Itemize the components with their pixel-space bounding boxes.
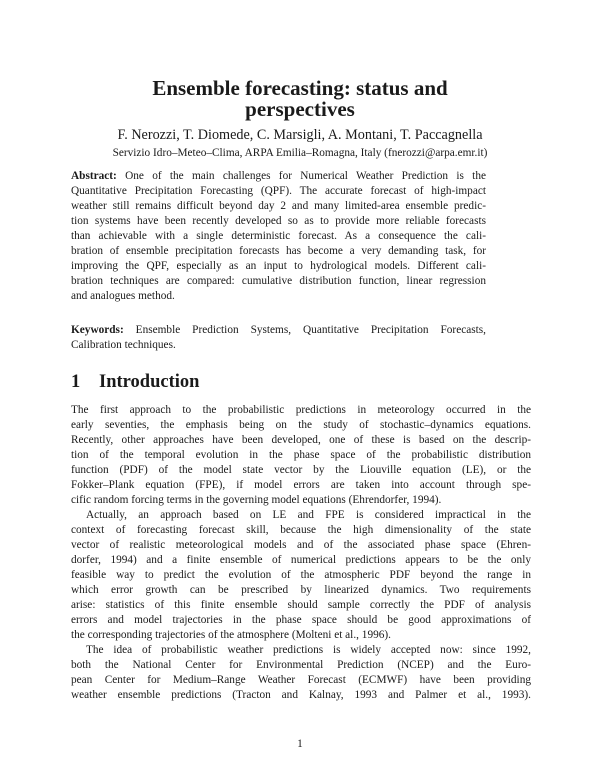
keywords-line: Calibration techniques.: [71, 339, 176, 351]
paragraph-line: dorfer, 1994) and a finite ensemble of numerical predictions appears to be the only: [71, 554, 531, 566]
paragraph-line: feasible way to predict the evolution of the atmospheric PDF beyond the range in: [71, 569, 531, 581]
paragraph-line: Recently, other approaches have been developed, one of these is based on the descrip-: [71, 434, 531, 446]
paragraph-line: arise: statistics of this finite ensemble should sample correctly the PDF of analysis: [71, 599, 531, 611]
abstract-line: Abstract: One of the main challenges for Numerical Weather Prediction is the: [71, 170, 486, 182]
paragraph-line: pean Center for Medium–Range Weather Forecast (ECMWF) have been providing: [71, 674, 531, 686]
paragraph-line: Actually, an approach based on LE and FPE is considered impractical in the: [86, 509, 531, 521]
paragraph-line: The first approach to the probabilistic predictions in meteorology occurred in the: [71, 404, 531, 416]
paragraph-line: early seventies, the emphasis being on the study of stochastic–dynamics equations.: [71, 419, 531, 431]
paper-title-line-2: perspectives: [245, 97, 355, 121]
abstract-label: Abstract:: [71, 170, 117, 182]
section-number: 1: [71, 372, 81, 392]
abstract-line: bration techniques are compared: cumulative distribution function, linear regression: [71, 275, 486, 287]
paragraph-line: function (PDF) of the model state vector by the Liouville equation (LE), or the: [71, 464, 531, 476]
paragraph-line: tion of the temporal evolution in the phase space of the probabilistic distribution: [71, 449, 531, 461]
affiliation: Servizio Idro–Meteo–Clima, ARPA Emilia–Romagna, Italy (fnerozzi@arpa.emr.it): [112, 147, 488, 159]
paragraph-line: Fokker–Plank equation (FPE), if model errors are taken into account through spe-: [71, 479, 531, 491]
abstract-line: Quantitative Precipitation Forecasting (QPF). The accurate forecast of high-impact: [71, 185, 486, 197]
page-number: 1: [297, 738, 303, 750]
abstract-line: and analogues method.: [71, 290, 175, 302]
section-heading: [71, 372, 199, 392]
paper-title-line-1: Ensemble forecasting: status and: [152, 76, 448, 100]
abstract-line: weather still remains difficult beyond day 2 and many limited-area ensemble predic-: [71, 200, 486, 212]
paragraph-line: context of forecasting forecast skill, because the high dimensionality of the state: [71, 524, 531, 536]
paragraph-line: which error growth can be prescribed by linearized dynamics. Two requirements: [71, 584, 531, 596]
paragraph-line: cific random forcing terms in the governing model equations (Ehrendorfer, 1994).: [71, 494, 442, 506]
paragraph-line: errors and model trajectories in the phase space should be good approximations of: [71, 614, 531, 626]
keywords-label: Keywords:: [71, 324, 124, 336]
abstract-line: tion systems have been recently developed so as to provide more reliable forecasts: [71, 215, 486, 227]
section-title: Introduction: [99, 372, 200, 392]
paragraph-line: weather ensemble predictions (Tracton and Kalnay, 1993 and Palmer et al., 1993).: [71, 689, 531, 701]
paragraph-line: The idea of probabilistic weather predictions is widely accepted now: since 1992,: [86, 644, 531, 656]
paragraph-line: both the National Center for Environmental Prediction (NCEP) and the Euro-: [71, 659, 531, 671]
paragraph-line: vector of realistic meteorological models and of the associated phase space (Ehren-: [71, 539, 531, 551]
abstract-line: than achievable with a single deterministic forecast. As a consequence the cali-: [71, 230, 486, 242]
author-list: F. Nerozzi, T. Diomede, C. Marsigli, A. Montani, T. Paccagnella: [117, 127, 483, 143]
abstract-line: improving the QPF, especially as an input to hydrological models. Different cali-: [71, 260, 486, 272]
paragraph-line: the corresponding trajectories of the atmosphere (Molteni et al., 1996).: [71, 629, 391, 641]
keywords-line: Keywords: Ensemble Prediction Systems, Quantitative Precipitation Forecasts,: [71, 324, 486, 336]
abstract-line: bration of ensemble precipitation forecasts has become a very demanding task, for: [71, 245, 486, 257]
